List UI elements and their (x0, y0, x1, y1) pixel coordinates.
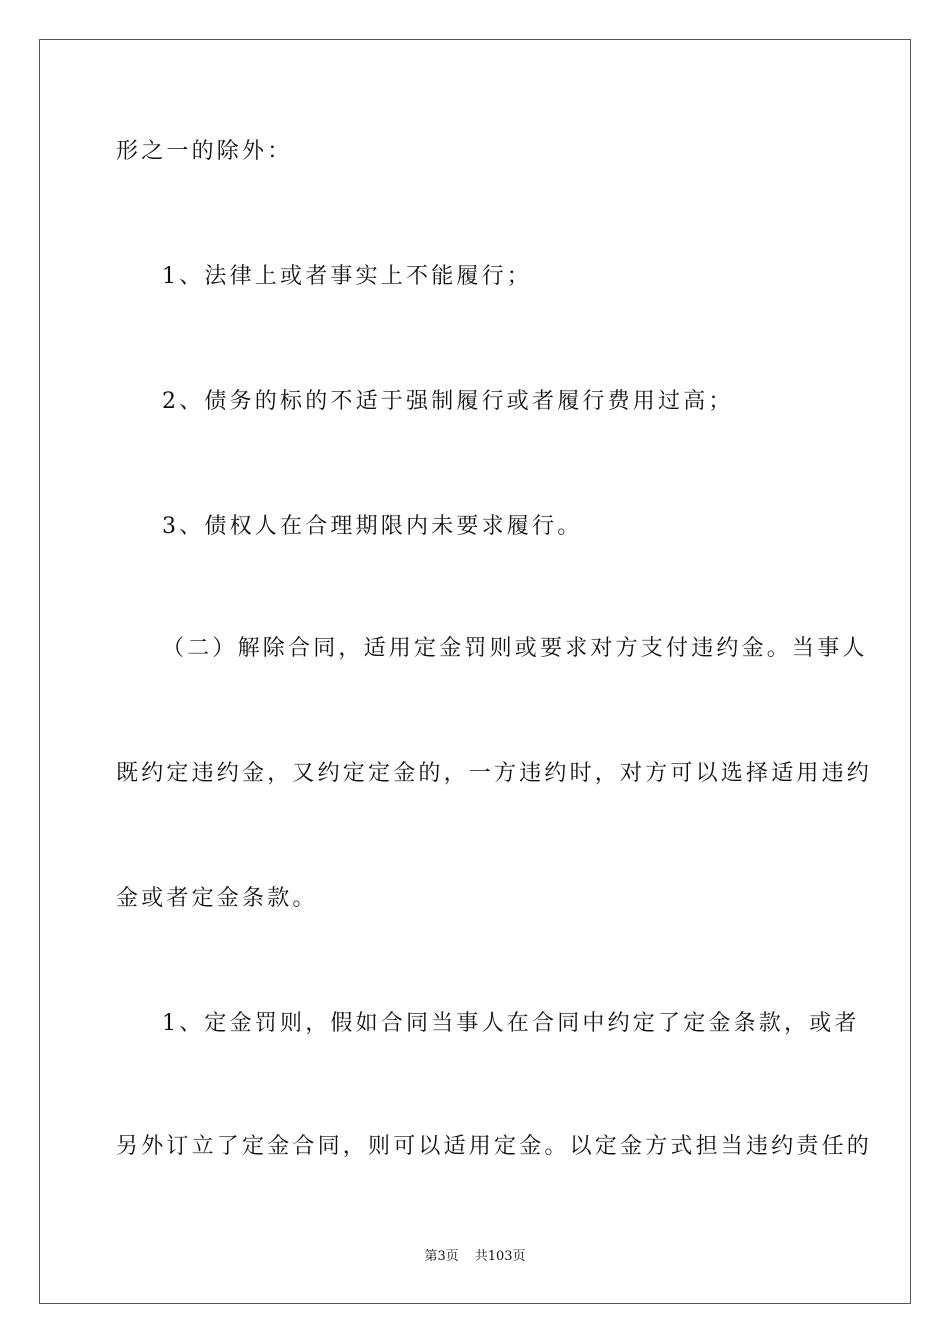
text-line-2: 1、法律上或者事实上不能履行； (162, 264, 532, 289)
text-line-5: （二）解除合同，适用定金罚则或要求对方支付违约金。当事人 (162, 636, 868, 661)
text-line-3: 2、债务的标的不适于强制履行或者履行费用过高； (162, 389, 734, 414)
text-line-9: 另外订立了定金合同，则可以适用定金。以定金方式担当违约责任的 (116, 1134, 873, 1159)
page-footer (0, 1248, 950, 1266)
text-line-6: 既约定违约金，又约定定金的，一方违约时，对方可以选择适用违约 (116, 761, 873, 786)
text-line-7: 金或者定金条款。 (116, 886, 318, 911)
text-line-4: 3、债权人在合理期限内未要求履行。 (162, 514, 583, 539)
text-line-8: 1、定金罚则，假如合同当事人在合同中约定了定金条款，或者 (162, 1011, 860, 1036)
page-number: 第3页 (424, 1249, 459, 1264)
total-pages: 共103页 (474, 1249, 526, 1264)
page-border (39, 39, 911, 1304)
text-line-1: 形之一的除外： (116, 139, 293, 164)
